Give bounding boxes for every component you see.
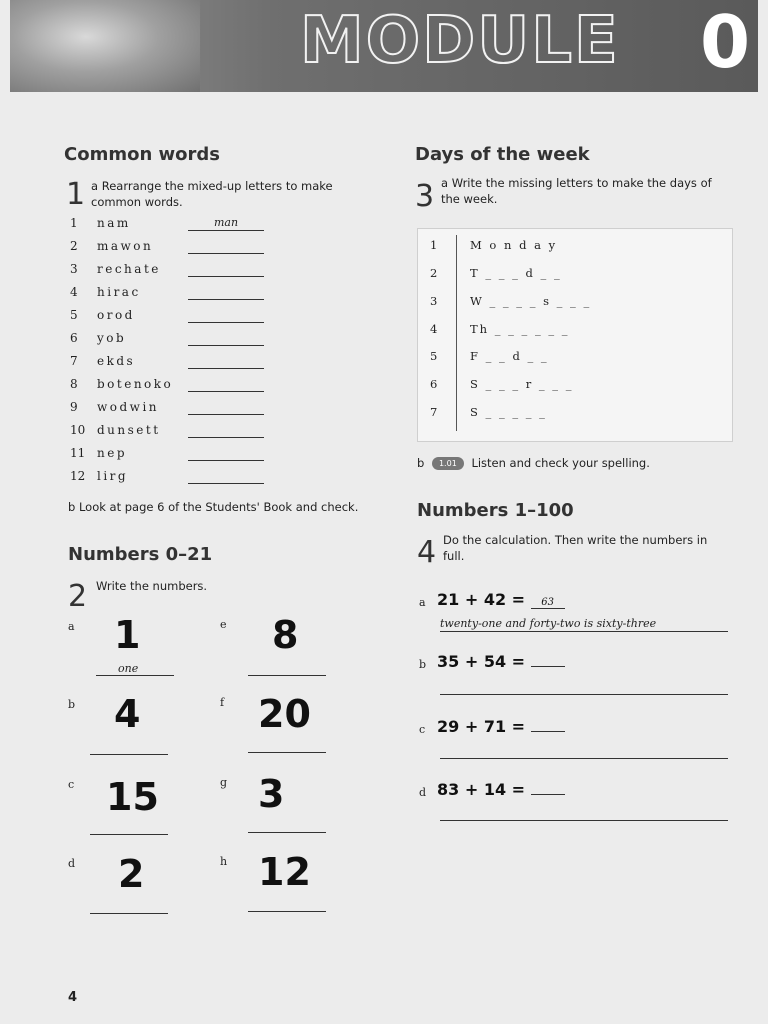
day-pattern[interactable]: W _ _ _ _ s _ _ _ — [470, 294, 592, 308]
day-pattern[interactable]: S _ _ _ r _ _ _ — [470, 377, 574, 391]
calculation — [437, 780, 565, 799]
exercise-number-2: 2 — [68, 579, 88, 614]
scrambled-word: yob — [97, 331, 127, 345]
answer-line[interactable] — [248, 752, 326, 753]
list-item — [70, 469, 280, 492]
day-pattern[interactable]: T _ _ _ d _ _ — [470, 266, 562, 280]
table-row — [418, 405, 732, 425]
scrambled-word: botenoko — [97, 377, 174, 391]
sum-answer[interactable] — [531, 731, 565, 732]
scrambled-word: nam — [97, 216, 131, 230]
item-number: 12 — [70, 469, 86, 483]
list-item — [70, 400, 280, 423]
answer-field[interactable] — [188, 331, 264, 346]
exercise-number-1: 1 — [66, 177, 86, 212]
number-figure: 20 — [258, 692, 311, 736]
table-row — [418, 377, 732, 397]
full-words-line[interactable]: twenty-one and forty-two is sixty-three — [440, 617, 728, 632]
module-title: MODULE — [300, 4, 620, 78]
number-figure: 12 — [258, 850, 311, 894]
row-number: 4 — [430, 322, 438, 336]
answer-line[interactable] — [90, 913, 168, 914]
item-letter: b — [68, 698, 76, 711]
days-table — [417, 228, 733, 442]
ex4-instruction: Do the calculation. Then write the numbers in full. — [443, 533, 708, 564]
row-number: 2 — [430, 266, 438, 280]
answer-line[interactable] — [248, 675, 326, 676]
ex1-instruction-b: b Look at page 6 of the Students' Book and check. — [68, 500, 359, 514]
number-figure: 4 — [114, 692, 141, 736]
answer-line[interactable] — [248, 832, 326, 833]
sum-text: 35 + 54 = — [437, 652, 526, 671]
banner-photo — [10, 0, 200, 92]
table-row — [418, 238, 732, 258]
item-number: 4 — [70, 285, 78, 299]
sum-text: 83 + 14 = — [437, 780, 526, 799]
list-item — [70, 354, 280, 377]
list-item — [70, 423, 280, 446]
list-item — [70, 239, 280, 262]
table-row — [418, 266, 732, 286]
item-number: 8 — [70, 377, 78, 391]
ex3-instruction-a — [441, 175, 731, 207]
answer-field[interactable] — [188, 469, 264, 484]
answer-line[interactable] — [248, 911, 326, 912]
row-number: 7 — [430, 405, 438, 419]
item-number: 5 — [70, 308, 78, 322]
answer-field[interactable] — [188, 262, 264, 277]
audio-track-badge[interactable]: 1.01 — [432, 457, 464, 470]
answer-field[interactable] — [188, 423, 264, 438]
module-banner — [10, 0, 758, 92]
calculation — [437, 590, 565, 609]
item-letter: c — [68, 778, 75, 791]
row-number: 3 — [430, 294, 438, 308]
scrambled-word: mawon — [97, 239, 154, 253]
ex1-a-letter: a — [91, 179, 99, 193]
number-figure: 8 — [272, 613, 299, 657]
item-letter: c — [419, 723, 426, 736]
item-letter: b — [419, 658, 427, 671]
item-letter: d — [419, 786, 427, 799]
day-pattern[interactable]: Th _ _ _ _ _ _ — [470, 322, 570, 336]
item-letter: e — [220, 618, 227, 631]
heading-numbers-1-100: Numbers 1–100 — [417, 500, 574, 521]
calculation — [437, 652, 565, 671]
ex1-a-text: Rearrange the mixed-up letters to make common words. — [91, 179, 333, 210]
ex3-a-letter: a — [441, 176, 449, 190]
ex3-b-letter: b — [417, 456, 425, 470]
number-figure: 3 — [258, 772, 285, 816]
scrambled-word: orod — [97, 308, 135, 322]
answer-line — [96, 675, 174, 676]
ex3-b-text: Listen and check your spelling. — [471, 456, 650, 470]
ex1-word-list — [70, 216, 280, 492]
ex1-instruction-a — [91, 178, 351, 210]
item-letter: h — [220, 855, 228, 868]
module-number: 0 — [700, 0, 751, 84]
answer-field[interactable] — [188, 354, 264, 369]
item-letter: g — [220, 776, 228, 789]
item-number: 3 — [70, 262, 78, 276]
item-number: 7 — [70, 354, 78, 368]
item-number: 6 — [70, 331, 78, 345]
answer-field[interactable] — [188, 285, 264, 300]
scrambled-word: hirac — [97, 285, 141, 299]
table-row — [418, 349, 732, 369]
heading-common-words: Common words — [64, 144, 221, 165]
row-number: 6 — [430, 377, 438, 391]
answer-line[interactable] — [90, 754, 168, 755]
heading-days-of-the-week: Days of the week — [415, 144, 590, 165]
list-item — [70, 308, 280, 331]
day-pattern[interactable]: S _ _ _ _ _ — [470, 405, 547, 419]
day-pattern[interactable]: M o n d a y — [470, 238, 558, 252]
answer-field[interactable]: man — [188, 216, 264, 231]
day-pattern[interactable]: F _ _ d _ _ — [470, 349, 549, 363]
row-number: 1 — [430, 238, 438, 252]
table-row — [418, 322, 732, 342]
item-letter: f — [220, 696, 225, 709]
heading-numbers-0-21: Numbers 0–21 — [68, 544, 213, 565]
list-item — [70, 216, 280, 239]
ex3-instruction-b — [417, 455, 650, 471]
number-figure: 15 — [106, 775, 159, 819]
answer-field[interactable] — [188, 239, 264, 254]
number-figure: 2 — [118, 852, 145, 896]
answer-field[interactable] — [188, 308, 264, 323]
sum-text: 21 + 42 = — [437, 590, 526, 609]
item-number: 1 — [70, 216, 78, 230]
exercise-number-4: 4 — [417, 535, 437, 570]
item-number: 9 — [70, 400, 78, 414]
calculation — [437, 717, 565, 736]
answer-line[interactable] — [90, 834, 168, 835]
item-letter: a — [68, 620, 75, 633]
answer-text[interactable]: one — [118, 662, 139, 675]
answer-field[interactable] — [188, 446, 264, 461]
answer-field[interactable] — [188, 400, 264, 415]
full-words-line[interactable] — [440, 806, 728, 821]
item-letter: a — [419, 596, 426, 609]
list-item — [70, 285, 280, 308]
sum-answer[interactable] — [531, 666, 565, 667]
exercise-number-3: 3 — [415, 179, 435, 214]
full-words-line[interactable] — [440, 680, 728, 695]
scrambled-word: nep — [97, 446, 128, 460]
item-number: 11 — [70, 446, 86, 460]
table-row — [418, 294, 732, 314]
item-number: 2 — [70, 239, 78, 253]
list-item — [70, 446, 280, 469]
sum-text: 29 + 71 = — [437, 717, 526, 736]
scrambled-word: rechate — [97, 262, 161, 276]
list-item — [70, 331, 280, 354]
answer-field[interactable] — [188, 377, 264, 392]
page-number: 4 — [68, 990, 78, 1005]
ex2-instruction: Write the numbers. — [96, 579, 208, 593]
item-number: 10 — [70, 423, 86, 437]
sum-answer[interactable] — [531, 794, 565, 795]
item-letter: d — [68, 857, 76, 870]
row-number: 5 — [430, 349, 438, 363]
scrambled-word: dunsett — [97, 423, 161, 437]
ex3-a-text: Write the missing letters to make the days of the week. — [441, 176, 712, 207]
scrambled-word: lirg — [97, 469, 129, 483]
scrambled-word: wodwin — [97, 400, 160, 414]
list-item — [70, 262, 280, 285]
full-words-line[interactable] — [440, 744, 728, 759]
scrambled-word: ekds — [97, 354, 136, 368]
list-item — [70, 377, 280, 400]
number-figure: 1 — [114, 613, 141, 657]
sum-answer[interactable]: 63 — [531, 597, 565, 609]
